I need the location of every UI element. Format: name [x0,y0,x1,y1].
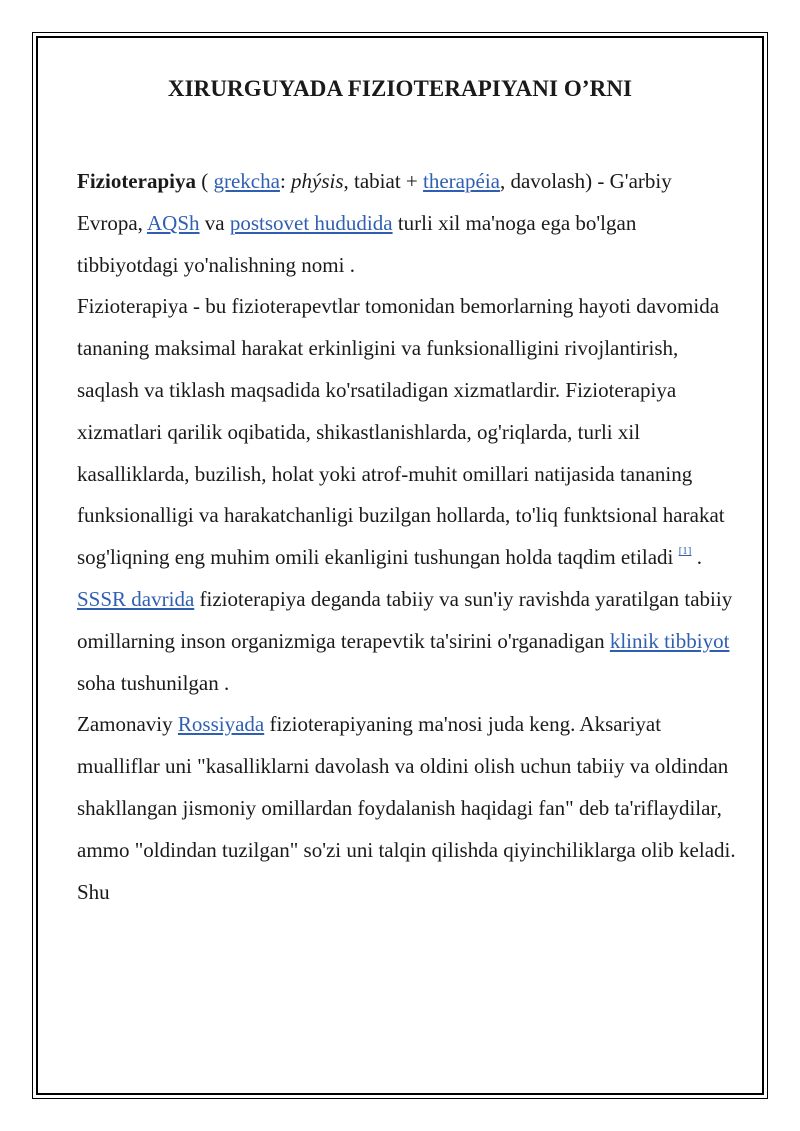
link-klinik-tibbiyot[interactable]: klinik tibbiyot [609,628,730,653]
link-rossiyada[interactable]: Rossiyada [177,712,265,737]
link-therapeia[interactable]: therapéia [423,169,500,193]
term-fizioterapiya: Fizioterapiya [77,169,196,193]
document-body [77,161,737,913]
paragraph-russia: Zamonaviy Rossiyada fizioterapiyaning ma'nosi juda keng. Aksariyat mualliflar uni "kasalliklarni davolash va oldini olish uchun tabiiy va oldindan shakllangan jismoniy omillardan foydalanish haqidagi fan" deb ta'riflaydilar, ammo "oldindan tuzilgan" so'zi uni talqin qilishda qiyinchiliklarga olib keladi. Shu [77,712,736,904]
paragraph-definition: Fizioterapiya ( grekcha: phýsis, tabiat + therapéia, davolash) - G'arbiy Evropa, AQSh va postsovet hududida turli xil ma'noga ega bo'lgan tibbiyotdagi yo'nalishning nomi . [77,169,672,277]
link-sssr-davrida[interactable]: SSSR davrida [77,586,195,611]
word-physis: phýsis [291,169,344,193]
link-aqsh[interactable]: AQSh [146,210,200,235]
link-grekcha[interactable]: grekcha [213,169,280,193]
reference-footnote [679,545,692,557]
document-title: XIRURGUYADA FIZIOTERAPIYANI O’RNI [167,76,633,101]
paragraph-services: Fizioterapiya - bu fizioterapevtlar tomonidan bemorlarning hayoti davomida tananing maksimal harakat erkinligini va funksionalligini rivojlantirish, saqlash va tiklash maqsadida ko'rsatiladigan xizmatlardir. Fizioterapiya xizmatlari qarilik oqibatida, shikastlanishlarda, og'riqlarda, turli xil kasalliklarda, buzilish, holat yoki atrof-muhit omillari natijasida tananing funksionalligi va harakatchanligi buzilgan hollarda, to'liq funktsional harakat sog'liqning eng muhim omili ekanligini tushungan holda taqdim etiladi [1] . [77,294,725,570]
link-postsovet-hududida[interactable]: postsovet hududida [229,210,393,235]
paragraph-ussr: SSSR davrida fizioterapiya deganda tabiiy va sun'iy ravishda yaratilgan tabiiy omillarning inson organizmiga terapevtik ta'sirini o'rganadigan klinik tibbiyot soha tushunilgan . [77,586,733,695]
link-reference-1[interactable]: [1] [678,545,692,558]
